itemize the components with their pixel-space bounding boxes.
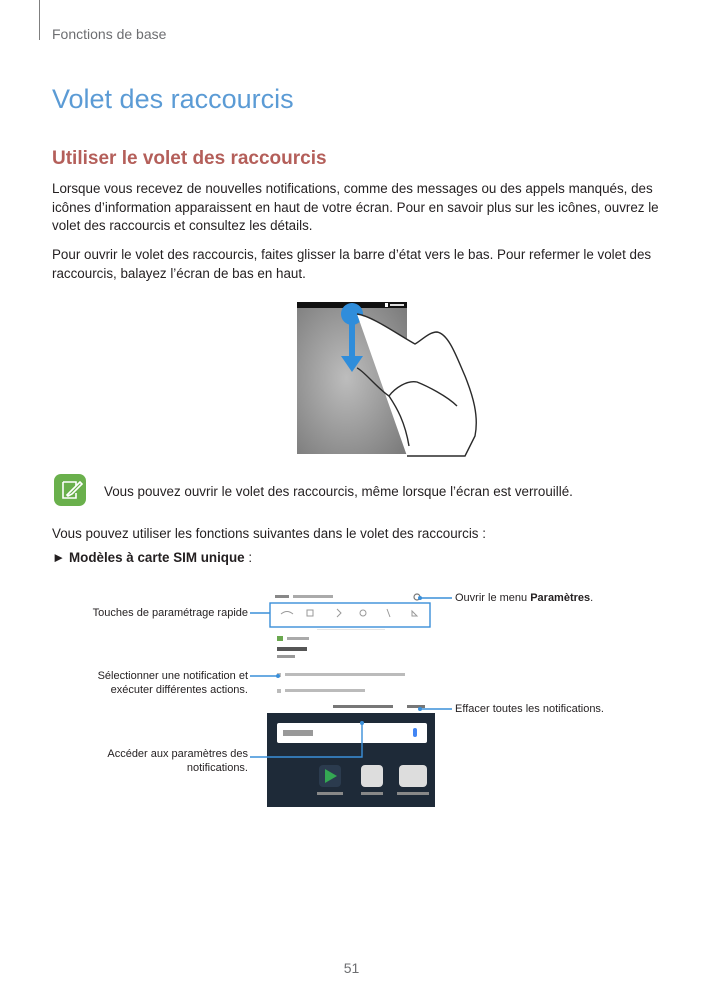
features-intro: Vous pouvez utiliser les fonctions suivantes dans le volet des raccourcis :: [52, 526, 486, 541]
paragraph-line: Lorsque vous recevez de nouvelles notifications, comme des messages ou des appels manqués, des: [52, 181, 653, 196]
callout-settings-suffix: .: [590, 592, 594, 604]
callout-select-notification: [40, 669, 248, 697]
section-header: Fonctions de base: [52, 26, 167, 42]
callout-line: notifications.: [186, 762, 248, 774]
model-marker: ►: [52, 550, 66, 565]
note-text: Vous pouvez ouvrir le volet des raccourcis, même lorsque l’écran est verrouillé.: [104, 484, 573, 499]
callout-line: Accéder aux paramètres des: [107, 748, 248, 760]
callout-clear-all: Effacer toutes les notifications.: [455, 703, 604, 715]
paragraph-line: icônes d’information apparaissent en haut de votre écran. Pour en savoir plus sur les icônes, ouvrez le: [52, 199, 659, 215]
page-title: Volet des raccourcis: [52, 84, 294, 114]
callout-settings-prefix: Ouvrir le menu: [455, 592, 531, 604]
paragraph-line: raccourcis, balayez l’écran de bas en haut.: [52, 265, 306, 281]
model-label: Modèles à carte SIM unique: [69, 550, 245, 565]
callout-quick-settings: Touches de paramétrage rapide: [92, 607, 248, 619]
callout-settings-bold: Paramètres: [530, 592, 591, 604]
callout-settings: [455, 591, 593, 605]
page-number: 51: [343, 960, 360, 976]
callout-line: Sélectionner une notification et: [97, 670, 248, 682]
paragraph-line: Pour ouvrir le volet des raccourcis, faites glisser la barre d’état vers le bas. Pour refermer le volet des: [52, 247, 652, 262]
model-suffix: :: [244, 550, 253, 565]
section-subtitle: Utiliser le volet des raccourcis: [52, 148, 327, 169]
callout-notification-settings: [40, 747, 248, 775]
paragraph-line: volet des raccourcis et consultez les détails.: [52, 218, 313, 233]
callout-line: exécuter différentes actions.: [110, 684, 248, 696]
